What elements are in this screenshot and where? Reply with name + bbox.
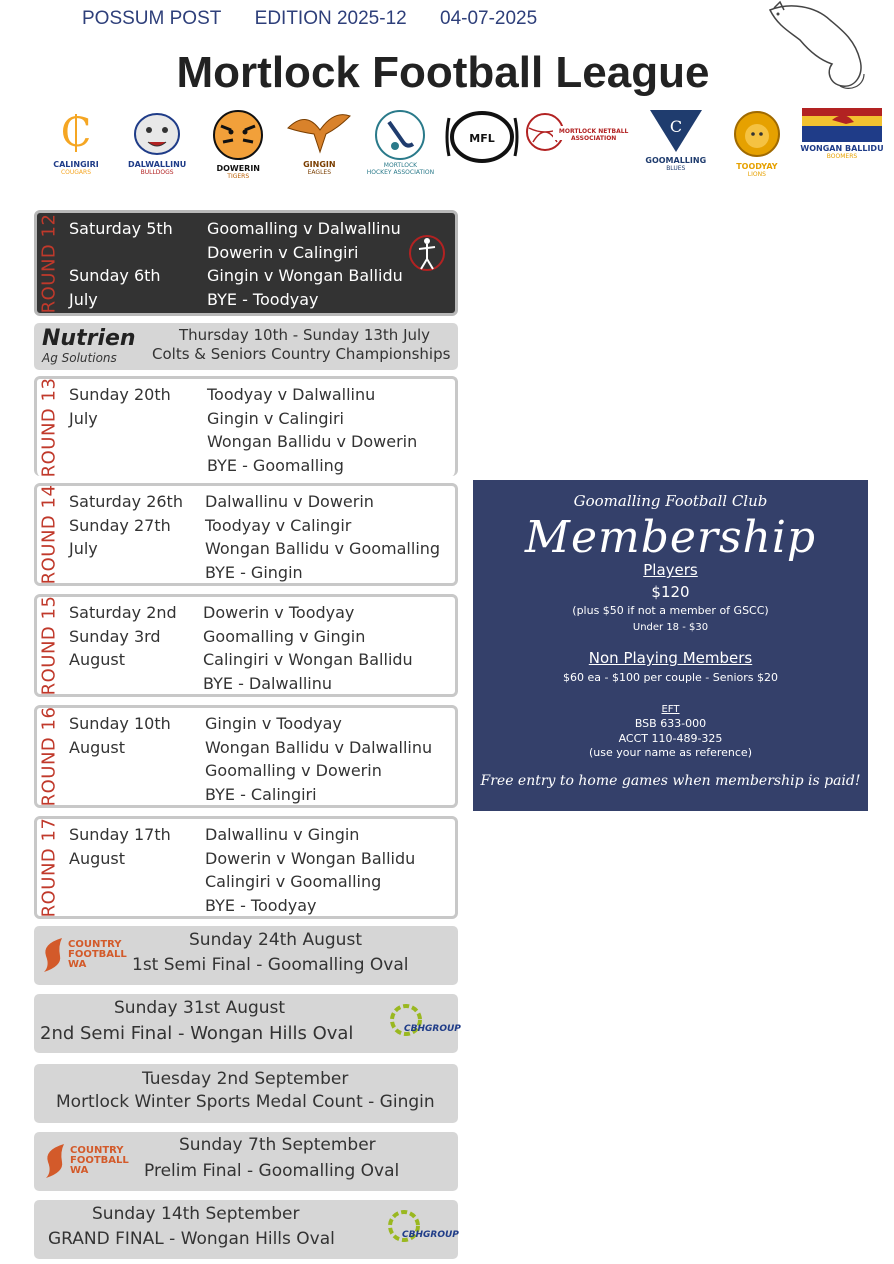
medal-count-banner: Tuesday 2nd September Mortlock Winter Sports Medal Count - Gingin bbox=[34, 1064, 458, 1123]
page-title: Mortlock Football League bbox=[176, 48, 710, 97]
membership-card bbox=[473, 480, 868, 811]
prelim-final-banner: COUNTRY FOOTBALL WA Sunday 7th September Prelim Final - Goomalling Oval bbox=[34, 1132, 458, 1191]
round-games: Goomalling v Dalwallinu Dowerin v Calingiri Gingin v Wongan Ballidu BYE - Toodyay bbox=[207, 219, 403, 309]
round-label: ROUND 12 bbox=[38, 213, 60, 313]
edition-header bbox=[82, 8, 565, 30]
round-13-card: ROUND 13 Sunday 20th July Toodyay v Dalwallinu Gingin v Calingiri Wongan Ballidu v Dowerin BYE - Goomalling bbox=[34, 376, 458, 476]
svg-text:C: C bbox=[60, 110, 92, 156]
grand-final-banner: Sunday 14th September GRAND FINAL - Wongan Hills Oval CBHGROUP bbox=[34, 1200, 458, 1259]
country-football-wa-icon bbox=[40, 936, 66, 974]
calingiri-logo-icon bbox=[51, 108, 101, 158]
possum-icon bbox=[760, 0, 870, 92]
logo-gingin: GINGIN EAGLES bbox=[281, 108, 357, 176]
mfl-football-icon bbox=[445, 108, 519, 166]
sponsor-label: COUNTRY FOOTBALL WA bbox=[68, 939, 127, 970]
round-17-card: ROUND 17 Sunday 17th August Dalwallinu v Gingin Dowerin v Wongan Ballidu Calingiri v Goomalling BYE - Toodyay bbox=[34, 816, 458, 919]
eft-heading: EFT bbox=[661, 704, 680, 715]
logo-toodyay: TOODYAY LIONS bbox=[719, 108, 795, 178]
players-note: (plus $50 if not a member of GSCC) bbox=[572, 604, 769, 617]
edition-date: 04-07-2025 bbox=[440, 8, 538, 29]
nutrien-championships-banner bbox=[34, 323, 458, 370]
hockey-icon bbox=[373, 108, 427, 162]
non-playing-heading: Non Playing Members bbox=[588, 649, 753, 667]
svg-text:MFL: MFL bbox=[468, 132, 495, 145]
sponsor-label: CBHGROUP bbox=[404, 1024, 461, 1034]
sponsor-label: COUNTRY FOOTBALL WA bbox=[70, 1145, 129, 1176]
lion-icon bbox=[730, 108, 784, 160]
tiger-icon bbox=[211, 108, 265, 162]
nutrien-logo: Nutrien bbox=[42, 326, 136, 351]
free-entry-note: Free entry to home games when membership is paid! bbox=[480, 773, 861, 789]
membership-title: Membership bbox=[524, 512, 817, 563]
edition-number: EDITION 2025-12 bbox=[254, 8, 407, 29]
eagle-icon bbox=[286, 108, 352, 158]
round-16-card: ROUND 16 Sunday 10th August Gingin v Toodyay Wongan Ballidu v Dalwallinu Goomalling v Dowerin BYE - Calingiri bbox=[34, 705, 458, 808]
under-18-price: Under 18 - $30 bbox=[632, 622, 709, 633]
players-price: $120 bbox=[651, 583, 690, 601]
championships-dates: Thursday 10th - Sunday 13th July bbox=[179, 326, 431, 344]
logo-wongan: WONGAN BALLIDU BOOMERS bbox=[800, 108, 884, 160]
bsb-number: BSB 633-000 bbox=[634, 717, 707, 730]
round-14-card: ROUND 14 Saturday 26th Sunday 27th July Dalwallinu v Dowerin Toodyay v Calingir Wongan Ballidu v Goomalling BYE - Gingin bbox=[34, 483, 458, 586]
logo-dowerin: DOWERIN TIGERS bbox=[200, 108, 276, 180]
round-15-card: ROUND 15 Saturday 2nd Sunday 3rd August Dowerin v Toodyay Goomalling v Gingin Calingiri v Wongan Ballidu BYE - Dalwallinu bbox=[34, 594, 458, 697]
bulldog-icon bbox=[130, 108, 184, 158]
cbh-group-icon bbox=[382, 1208, 426, 1250]
non-playing-prices: $60 ea - $100 per couple - Seniors $20 bbox=[563, 671, 778, 684]
logo-netball: MORTLOCK NETBALL ASSOCIATION bbox=[525, 108, 633, 142]
logo-hockey: MORTLOCK HOCKEY ASSOCIATION bbox=[362, 108, 438, 176]
logo-mfl bbox=[444, 108, 520, 166]
reference-note: (use your name as reference) bbox=[589, 746, 752, 759]
goomalling-v-icon bbox=[648, 108, 704, 154]
players-heading: Players bbox=[643, 561, 698, 579]
netball-player-icon bbox=[409, 229, 445, 277]
svg-text:C: C bbox=[669, 117, 682, 136]
nutrien-logo-sub: Ag Solutions bbox=[42, 351, 117, 365]
logo-goomalling: C GOOMALLING BLUES bbox=[638, 108, 714, 172]
publication-name: POSSUM POST bbox=[82, 8, 222, 29]
country-football-wa-icon bbox=[42, 1142, 68, 1180]
second-semi-final-banner: Sunday 31st August 2nd Semi Final - Wongan Hills Oval CBHGROUP bbox=[34, 994, 458, 1053]
club-logos bbox=[38, 108, 884, 188]
cbh-group-icon bbox=[384, 1002, 428, 1044]
round-12-card bbox=[34, 210, 458, 316]
sponsor-label: CBHGROUP bbox=[402, 1230, 459, 1240]
first-semi-final-banner: COUNTRY FOOTBALL WA Sunday 24th August 1st Semi Final - Goomalling Oval bbox=[34, 926, 458, 985]
championships-title: Colts & Seniors Country Championships bbox=[152, 345, 451, 363]
account-number: ACCT 110-489-325 bbox=[618, 732, 723, 745]
club-name: Goomalling Football Club bbox=[573, 492, 768, 510]
logo-dalwallinu: DALWALLINU BULLDOGS bbox=[119, 108, 195, 176]
round-dates: Saturday 5th Sunday 6th July bbox=[69, 219, 173, 309]
logo-calingiri: C CALINGIRI COUGARS bbox=[38, 108, 114, 176]
kangaroo-flag-icon bbox=[802, 108, 882, 142]
